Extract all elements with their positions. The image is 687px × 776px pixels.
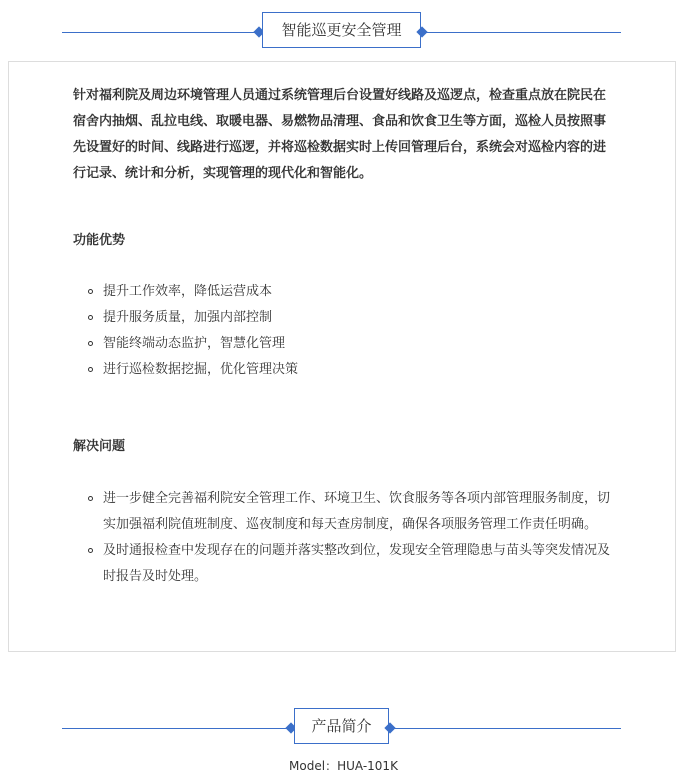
list-item-text: 进行巡检数据挖掘，优化管理决策 xyxy=(103,362,299,377)
bullet-icon xyxy=(88,548,93,553)
model-number: Model：HUA-101K xyxy=(289,759,398,773)
section-title: 智能巡更安全管理 xyxy=(262,12,421,48)
list-item xyxy=(73,357,618,383)
intro-paragraph: 针对福利院及周边环境管理人员通过系统管理后台设置好线路及巡逻点，检查重点放在院民在宿舍内抽烟、乱拉电线、取暖电器、易燃物品清理、食品和饮食卫生等方面，巡检人员按照事先设置好的时间、线路进行巡逻，并将巡检数据实时上传回管理后台，系统会对巡检内容的进行记录、统计和分析，实现管理的现代化和智能化。 xyxy=(73,88,607,181)
bullet-icon xyxy=(88,315,93,320)
advantages-heading: 功能优势 xyxy=(73,233,126,248)
bullet-icon xyxy=(88,367,93,372)
list-item-text: 及时通报检查中发现存在的问题并落实整改到位，发现安全管理隐患与苗头等突发情况及时报告及时处理。 xyxy=(103,543,611,584)
list-item-text: 智能终端动态监护，智慧化管理 xyxy=(103,336,286,351)
list-item xyxy=(73,331,618,357)
list-item xyxy=(73,279,618,305)
divider-line-left xyxy=(62,728,294,729)
section-header-product-intro xyxy=(0,708,687,748)
problems-list xyxy=(73,486,618,590)
list-item-text: 进一步健全完善福利院安全管理工作、环境卫生、饮食服务等各项内部管理服务制度，切实加强福利院值班制度、巡夜制度和每天查房制度，确保各项服务管理工作责任明确。 xyxy=(103,491,611,532)
list-item-text: 提升服务质量，加强内部控制 xyxy=(103,310,273,325)
list-item xyxy=(73,305,618,331)
list-item xyxy=(73,486,618,538)
section-header-safety-management xyxy=(0,12,687,52)
divider-line-right xyxy=(390,728,621,729)
list-item xyxy=(73,538,618,590)
content-box xyxy=(8,61,676,652)
bullet-icon xyxy=(88,496,93,501)
section-title: 产品简介 xyxy=(294,708,389,744)
problems-heading: 解决问题 xyxy=(73,439,126,454)
bullet-icon xyxy=(88,289,93,294)
divider-line-left xyxy=(62,32,262,33)
advantages-list xyxy=(73,279,618,383)
divider-line-right xyxy=(423,32,621,33)
bullet-icon xyxy=(88,341,93,346)
list-item-text: 提升工作效率，降低运营成本 xyxy=(103,284,273,299)
